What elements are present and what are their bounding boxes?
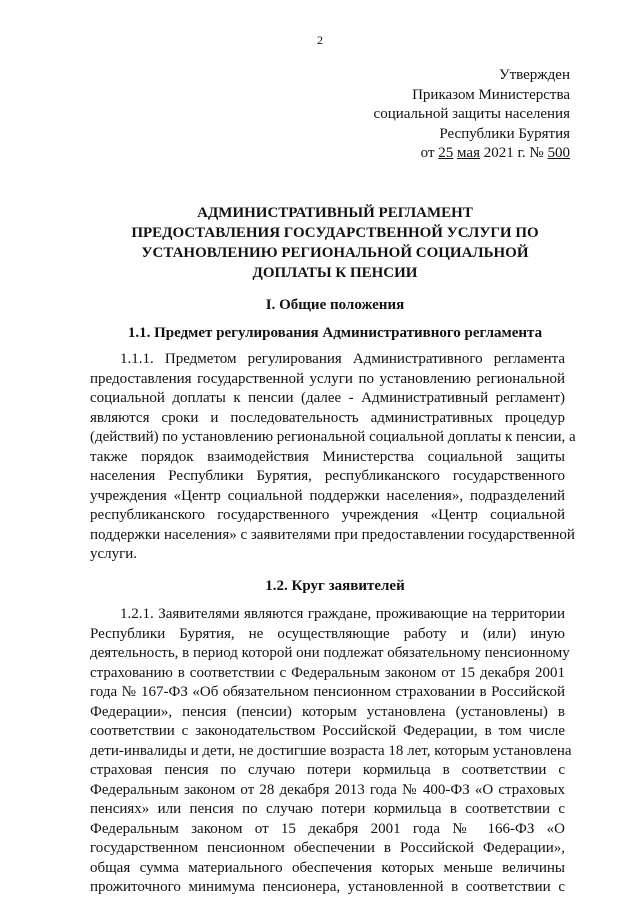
paragraph-line: предоставления государственной услуги по установлению региональной [90, 370, 565, 387]
approval-day: 25 [438, 145, 454, 161]
paragraph-line: учреждения «Центр социальной поддержки населения», подразделений [90, 487, 565, 504]
paragraph-line: дети-инвалиды и дети, не достигшие возраста 18 лет, которым установлена [90, 742, 572, 759]
document-title [90, 203, 580, 283]
paragraph-line: страховая пенсия по случаю потери кормильца в соответствии с [90, 762, 565, 778]
paragraph-line: республиканского государственного учреждения «Центр социальной [90, 507, 565, 523]
paragraph-1-2-1 [90, 605, 572, 898]
paragraph-line: 1.1.1. Предметом регулирования Административного регламента [120, 351, 565, 367]
paragraph-line: Федерации», пенсия (пенсии) которым установлена (установлены) в [90, 703, 565, 720]
paragraph-line: (действий) по установлению региональной социальной доплаты к пенсии, а [90, 429, 576, 445]
subsection-heading: 1.2. Круг заявителей [265, 578, 405, 594]
paragraph-1-1-1 [90, 350, 576, 565]
paragraph-line: года № 167-ФЗ «Об обязательном пенсионном страховании в Российской [90, 684, 565, 700]
paragraph-line: общая сумма материального обеспечения которых меньше величины [90, 859, 565, 876]
page-number: 2 [317, 33, 323, 47]
approval-date-prefix: от [420, 145, 439, 161]
paragraph-line: населения Республики Бурятия, республиканского государственного [90, 468, 565, 484]
paragraph-line: деятельность, в период которой они подлежат обязательному пенсионному [90, 645, 570, 661]
paragraph-line: Республики Бурятия, не осуществляющие работу и (или) иную [90, 625, 565, 642]
section-heading: I. Общие положения [265, 297, 405, 313]
subsection-heading: 1.1. Предмет регулирования Административного регламента [127, 325, 543, 341]
title-line: АДМИНИСТРАТИВНЫЙ РЕГЛАМЕНТ [197, 205, 473, 221]
paragraph-line: соответствии с законодательством Российской Федерации, в том числе [90, 723, 565, 739]
paragraph-line: 1.2.1. Заявителями являются граждане, проживающие на территории [120, 606, 565, 622]
approval-line: Республики Бурятия [439, 125, 570, 142]
paragraph-line: услуги. [90, 546, 138, 562]
title-line: ПРЕДОСТАВЛЕНИЯ ГОСУДАРСТВЕННОЙ УСЛУГИ ПО [131, 225, 539, 241]
paragraph-line: Федеральным законом от 15 декабря 2001 года № 166-ФЗ «О [90, 820, 565, 837]
approval-line: Утвержден [498, 67, 570, 83]
paragraph-line: Федеральным законом от 28 декабря 2013 года № 400-ФЗ «О страховых [90, 781, 565, 798]
paragraph-line: социальной доплаты к пенсии (далее - Административный регламент) [90, 390, 565, 406]
paragraph-line: государственном пенсионном обеспечении в Российской Федерации», [90, 840, 565, 856]
paragraph-line: прожиточного минимума пенсионера, установленной в соответствии с [90, 879, 565, 895]
title-line: ДОПЛАТЫ К ПЕНСИИ [252, 265, 418, 281]
approval-line: Приказом Министерства [412, 86, 570, 103]
paragraph-line: поддержки населения» с заявителями при предоставлении государственной [90, 526, 575, 543]
paragraph-line: являются сроки и последовательность административных процедур [90, 409, 565, 426]
approval-year: 2021 г. № [479, 145, 548, 161]
approval-month: мая [457, 145, 480, 161]
approval-order-number: 500 [547, 145, 570, 161]
approval-date-line [374, 144, 570, 164]
paragraph-line: пенсиях» или пенсия по случаю потери кормильца в соответствии с [90, 801, 565, 817]
title-line: УСТАНОВЛЕНИЮ РЕГИОНАЛЬНОЙ СОЦИАЛЬНОЙ [141, 245, 529, 261]
paragraph-line: страхованию в соответствии с Федеральным законом от 15 декабря 2001 [90, 664, 565, 681]
approval-block [374, 66, 570, 164]
paragraph-line: также порядок взаимодействия Министерства социальной защиты [90, 448, 565, 465]
approval-line: социальной защиты населения [373, 106, 570, 122]
